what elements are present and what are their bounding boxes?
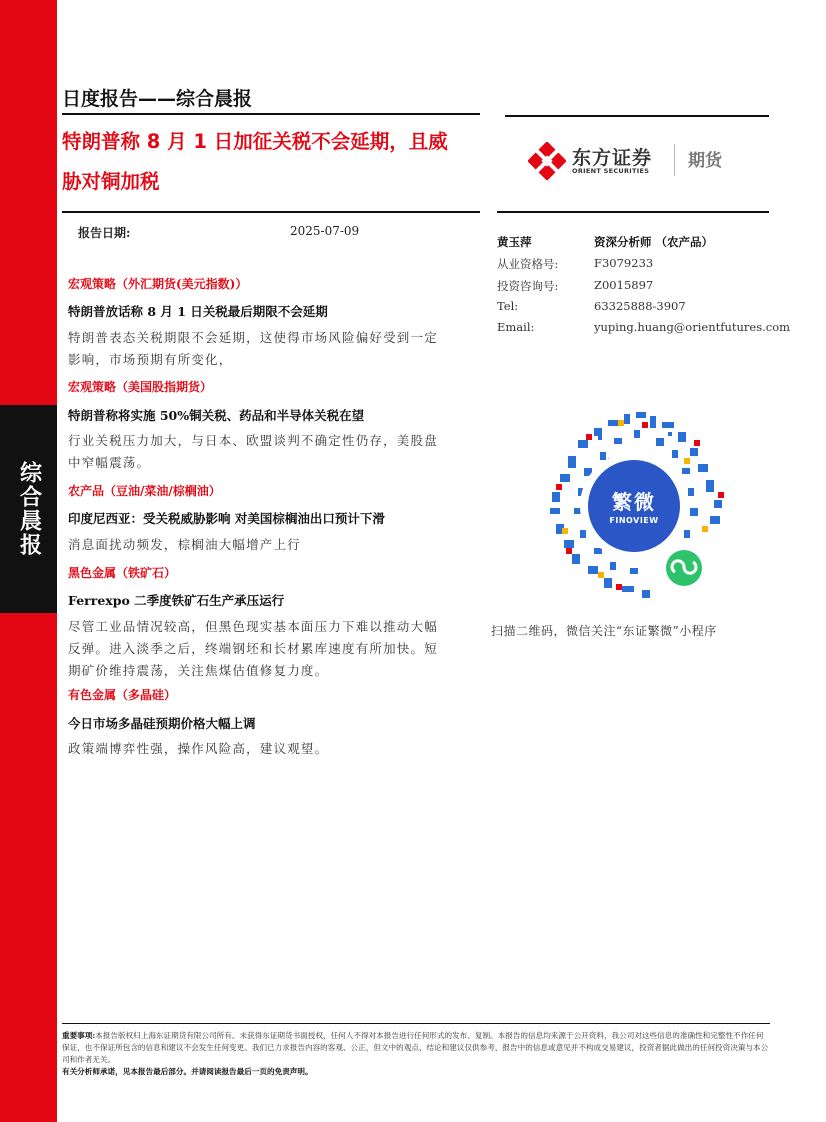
section-heading: 宏观策略（美国股指期货） xyxy=(68,380,213,394)
analyst-field-value: 63325888-3907 xyxy=(594,299,686,313)
section-heading: 宏观策略（外汇期货(美元指数)） xyxy=(68,277,248,291)
news-body xyxy=(68,738,473,760)
news-title: 印度尼西亚：受关税威胁影响 对美国棕榈油出口预计下滑 xyxy=(68,511,385,526)
report-type: 日度报告——综合晨报 xyxy=(62,88,253,110)
news-body xyxy=(68,616,473,682)
analyst-field-value: F3079233 xyxy=(594,256,654,270)
qr-badge-text: 繁微 xyxy=(612,490,656,514)
news-title: 特朗普称将实施 50%铜关税、药品和半导体关税在望 xyxy=(68,408,365,423)
news-body xyxy=(68,430,473,474)
analyst-field-label: Tel: xyxy=(497,299,519,313)
analyst-field-label: 投资咨询号: xyxy=(497,279,559,293)
news-title: Ferrexpo 二季度铁矿石生产承压运行 xyxy=(68,593,285,608)
logo-division: 期货 xyxy=(688,151,722,171)
news-title: 特朗普放话称 8 月 1 日关税最后期限不会延期 xyxy=(68,304,328,319)
section-heading: 农产品（豆油/菜油/棕榈油） xyxy=(68,484,221,498)
report-title xyxy=(62,122,487,202)
qr-badge-sub: FINOVIEW xyxy=(609,516,659,525)
body-line: 特朗普表态关税期限不会延期，这使得市场风险偏好受到一定 xyxy=(68,330,438,345)
body-line: 中窄幅震荡。 xyxy=(68,455,151,470)
qr-caption: 扫描二维码，微信关注“东证繁微”小程序 xyxy=(491,624,717,638)
news-title: 今日市场多晶硅预期价格大幅上调 xyxy=(68,716,256,731)
disclaimer xyxy=(62,1030,770,1066)
disclaimer-text: 本报告版权归上海东证期货有限公司所有。未获得东证期货书面授权，任何人不得对本报告进行任何形式的发布、复制。本报告的信息均来源于公开资料，我公司对这些信息的准确性和完整性不作任何保证，也不保证所包含的信息和建议不会发生任何变更。我们已力求报告内容的客观、公正，但文中的观点、结论和建议仅供参考，报告中的信息或意见并不构成交易建议，投资者据此做出的任何投资决策与本公司和作者无关。 xyxy=(62,1031,769,1064)
title-line-2: 胁对铜加税 xyxy=(62,170,160,193)
body-line: 行业关税压力加大，与日本、欧盟谈判不确定性仍存，美股盘 xyxy=(68,433,438,448)
mini-program-qr-code[interactable] xyxy=(538,408,734,604)
news-body xyxy=(68,534,473,556)
body-line: 反弹。进入淡季之后，终端钢坯和长材累库速度有所加快。短 xyxy=(68,641,438,656)
side-section-tab: 综合晨报 xyxy=(0,405,57,613)
analyst-field-label: 从业资格号: xyxy=(497,257,559,271)
body-line: 消息面扰动频发，棕榈油大幅增产上行 xyxy=(68,537,301,552)
analyst-name: 黄玉萍 xyxy=(497,235,532,249)
report-date-value: 2025-07-09 xyxy=(290,224,360,238)
analyst-field-value: yuping.huang@orientfutures.com xyxy=(594,320,791,334)
header-divider-right xyxy=(505,115,769,117)
logo-separator xyxy=(674,144,675,176)
orient-logo-icon xyxy=(528,142,566,180)
header-divider-left xyxy=(62,113,480,115)
analyst-statement: 有关分析师承诺，见本报告最后部分。并请阅读报告最后一页的免责声明。 xyxy=(62,1067,313,1076)
body-line: 尽管工业品情况较高，但黑色现实基本面压力下难以推动大幅 xyxy=(68,619,438,634)
company-logo xyxy=(528,142,738,180)
report-date-label: 报告日期: xyxy=(78,226,131,240)
title-line-1: 特朗普称 8 月 1 日加征关税不会延期，且威 xyxy=(62,130,448,153)
analyst-field-value: Z0015897 xyxy=(594,278,654,292)
analyst-top-divider xyxy=(497,211,769,213)
date-top-divider xyxy=(62,211,480,213)
section-heading: 有色金属（多晶硅） xyxy=(68,688,177,702)
body-line: 政策端博弈性强，操作风险高，建议观望。 xyxy=(68,741,329,756)
disclaimer-label: 重要事项: xyxy=(62,1031,96,1040)
analyst-field-label: Email: xyxy=(497,320,535,334)
section-heading: 黑色金属（铁矿石） xyxy=(68,566,177,580)
body-line: 影响，市场预期有所变化， xyxy=(68,352,233,367)
news-body xyxy=(68,327,473,371)
logo-name-cn: 东方证券 xyxy=(572,147,653,169)
footer-divider xyxy=(62,1023,770,1024)
analyst-role: 资深分析师 （农产品） xyxy=(594,235,714,249)
body-line: 期矿价维持震荡，关注焦煤估值修复力度。 xyxy=(68,663,329,678)
logo-name-en: ORIENT SECURITIES xyxy=(572,167,650,175)
